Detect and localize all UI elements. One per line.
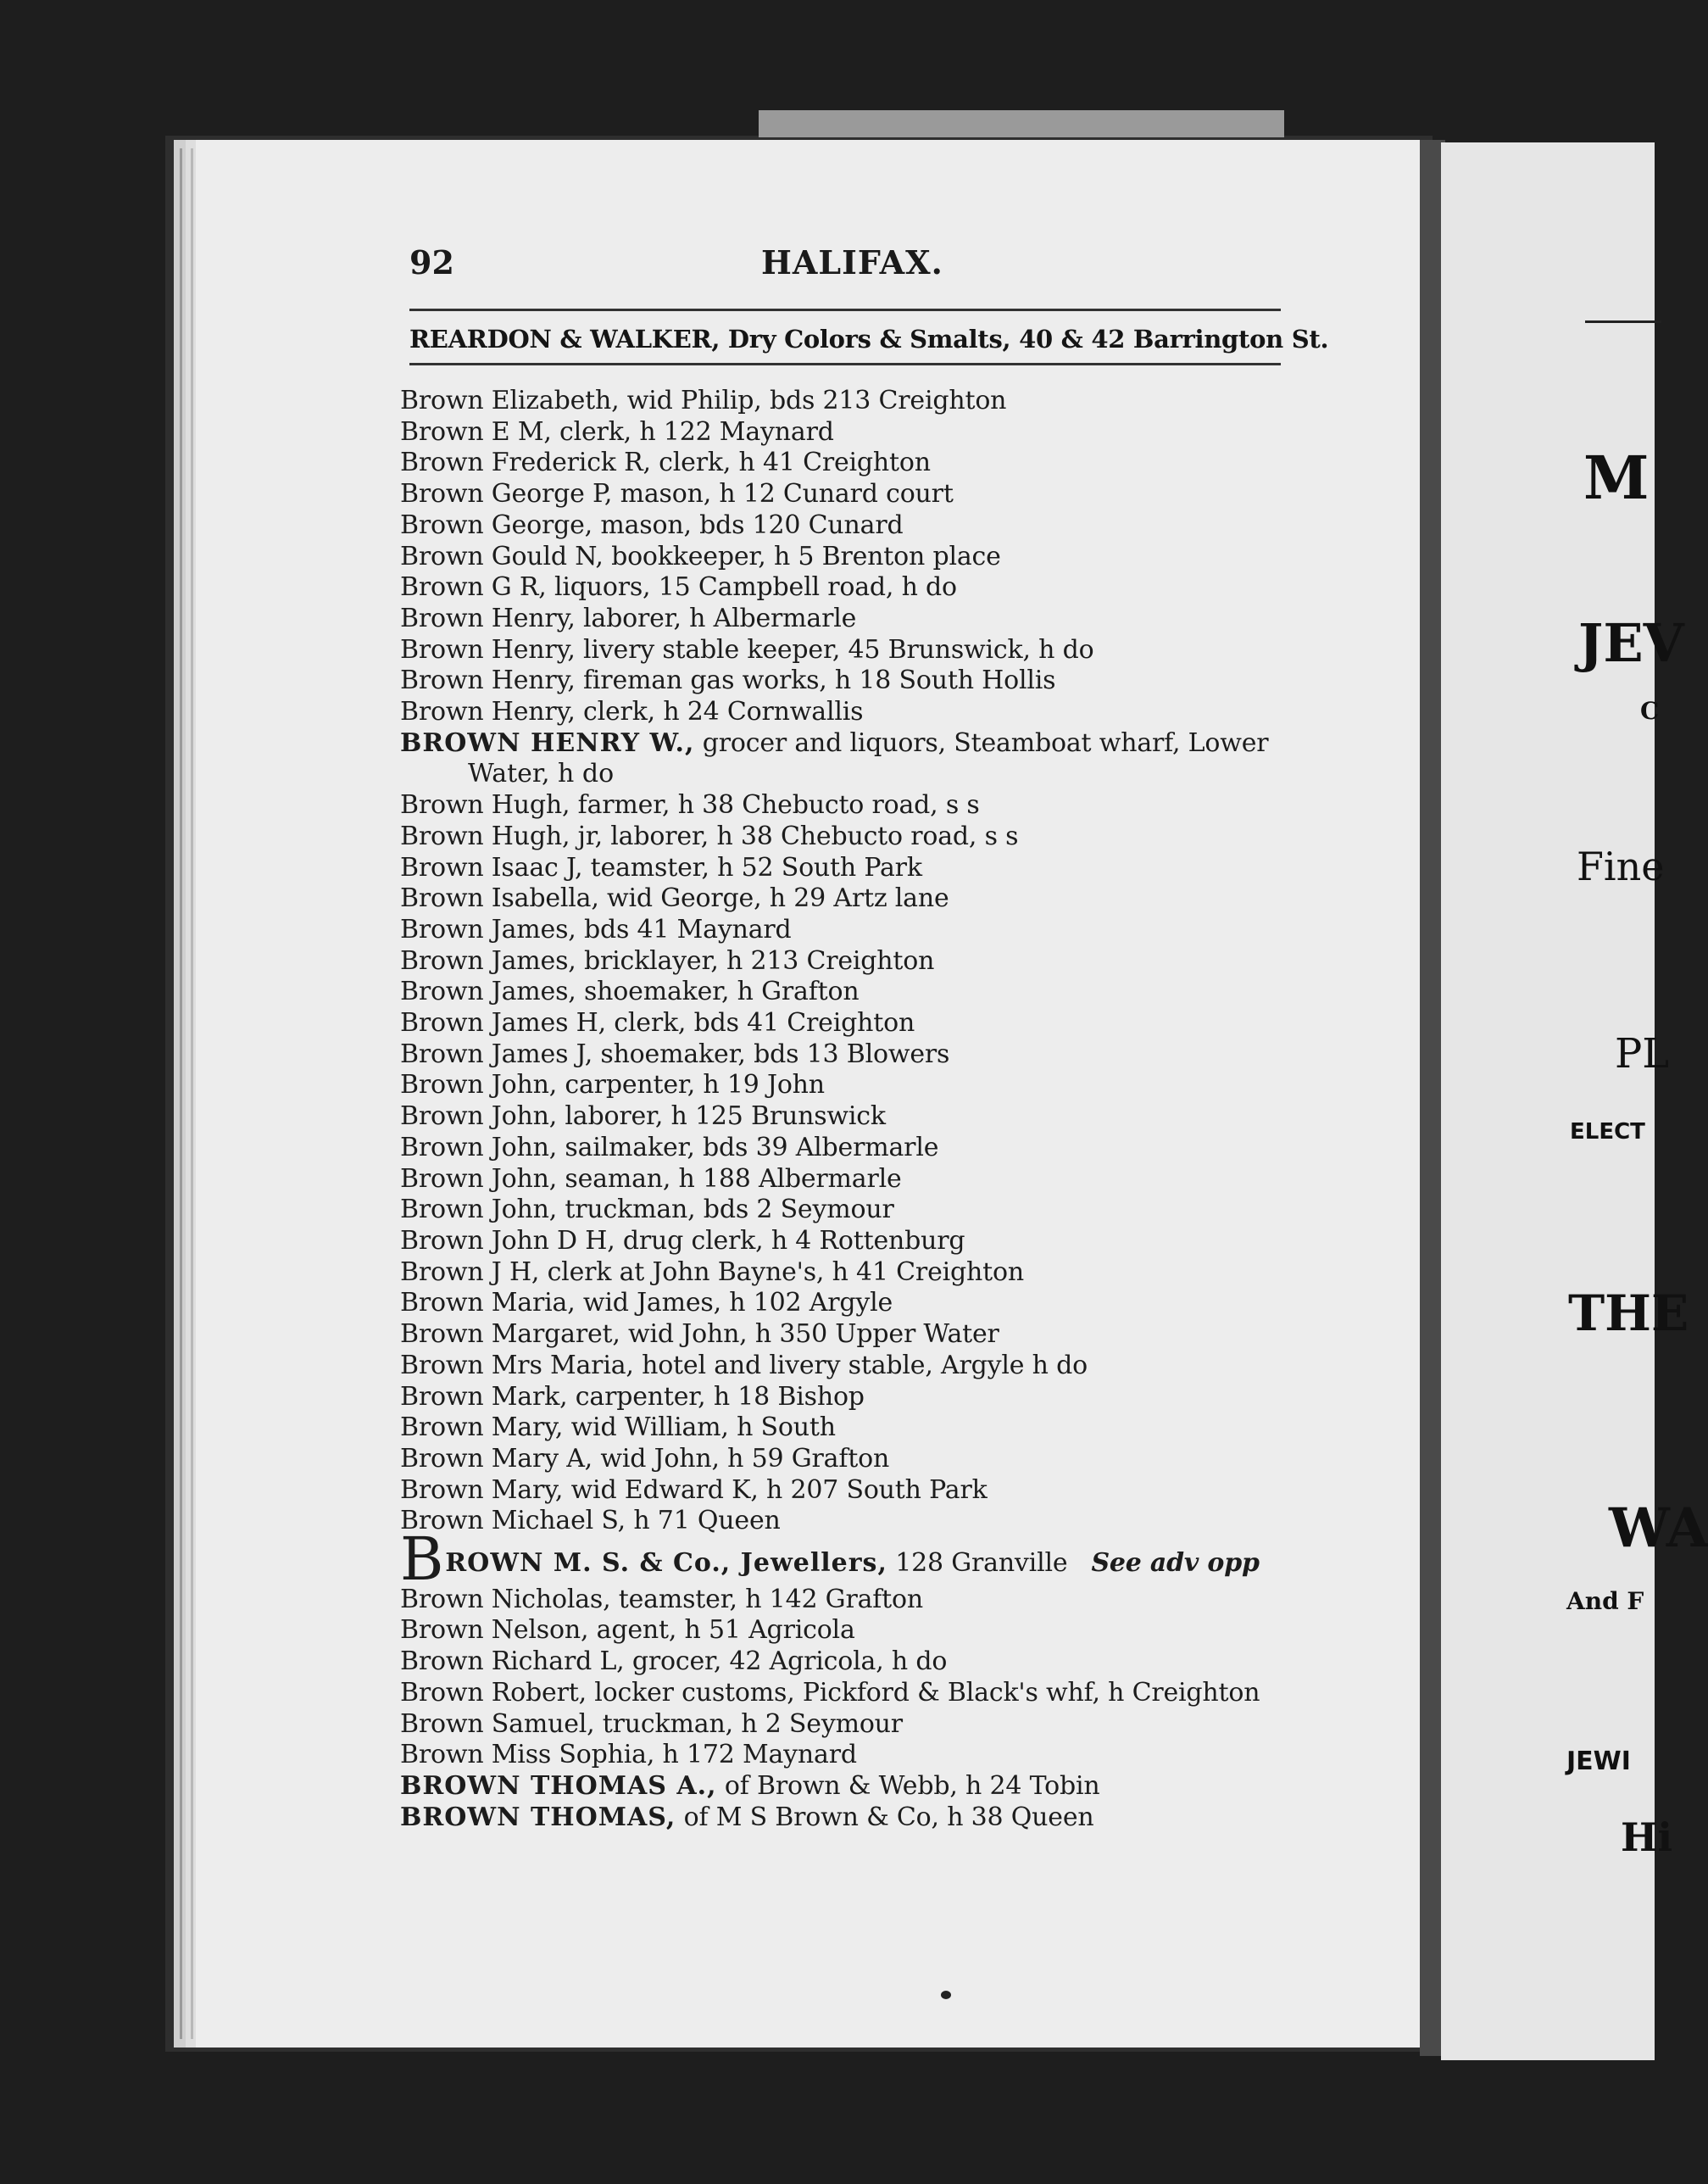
directory-entry: Brown Mary A, wid John, h 59 Grafton (400, 1443, 890, 1474)
directory-entry: Brown John, laborer, h 125 Brunswick (400, 1101, 886, 1132)
directory-entries (400, 386, 1307, 1833)
entry-name: BROWN HENRY W., (400, 727, 695, 758)
directory-entry: Brown Robert, locker customs, Pickford & Black's whf, h Creighton (400, 1677, 1260, 1708)
right-page-rule (1585, 320, 1661, 323)
directory-entry: Brown Miss Sophia, h 172 Maynard (400, 1740, 857, 1770)
directory-entry: Brown John, truckman, bds 2 Seymour (400, 1195, 894, 1225)
directory-entry: Brown James, shoemaker, h Grafton (400, 977, 860, 1007)
right-page-fragment: Fine (1577, 844, 1665, 889)
directory-entry: Brown E M, clerk, h 122 Maynard (400, 416, 834, 447)
page-tab (759, 110, 1284, 137)
directory-entry: Brown George P, mason, h 12 Cunard court (400, 479, 954, 510)
page-number: 92 (409, 243, 454, 281)
directory-entry: Brown Henry, fireman gas works, h 18 South Hollis (400, 666, 1056, 696)
right-page-fragment: C (1640, 697, 1660, 725)
directory-entry: Brown James H, clerk, bds 41 Creighton (400, 1008, 915, 1039)
directory-entry: Brown George, mason, bds 120 Cunard (400, 510, 904, 540)
entry-continuation: Water, h do (468, 759, 615, 789)
directory-entry: Brown Hugh, farmer, h 38 Chebucto road, s s (400, 790, 980, 821)
right-page-fragment: JEV (1578, 612, 1684, 674)
directory-entry: Brown Frederick R, clerk, h 41 Creighton (400, 448, 931, 478)
bottom-rule (409, 363, 1281, 365)
directory-entry: Brown Richard L, grocer, 42 Agricola, h do (400, 1646, 948, 1677)
directory-entry: Brown Mrs Maria, hotel and livery stable, Argyle h do (400, 1350, 1088, 1380)
right-page-fragment: And F (1566, 1587, 1644, 1615)
right-page-fragment: Hi (1621, 1814, 1672, 1860)
directory-entry: Brown Nelson, agent, h 51 Agricola (400, 1615, 855, 1646)
entry-name: ROWN M. S. & Co., Jewellers, (445, 1548, 887, 1579)
directory-entry-bold (400, 1802, 1307, 1834)
directory-entry: Brown Margaret, wid John, h 350 Upper Water (400, 1319, 999, 1350)
directory-entry-bold (400, 1771, 1307, 1802)
directory-entry-bold (400, 728, 1307, 760)
ink-dot (941, 1991, 951, 1999)
directory-entry: Brown John, carpenter, h 19 John (400, 1070, 825, 1100)
right-page-fragment: ELECT (1570, 1119, 1645, 1145)
directory-entry: Brown Mary, wid Edward K, h 207 South Park (400, 1474, 988, 1505)
directory-entry: Brown Elizabeth, wid Philip, bds 213 Creighton (400, 386, 1007, 415)
advert-line: REARDON & WALKER, Dry Colors & Smalts, 40 & 42 Barrington St. (409, 325, 1329, 354)
directory-entry: Brown Mary, wid William, h South (400, 1412, 836, 1443)
entry-name: BROWN THOMAS, (400, 1802, 676, 1832)
directory-entry: Brown John, sailmaker, bds 39 Albermarle (400, 1132, 939, 1162)
directory-entry: Brown James, bds 41 Maynard (400, 914, 792, 944)
directory-entry: Brown James J, shoemaker, bds 13 Blowers (400, 1039, 950, 1069)
advert-reference: See adv opp (1091, 1548, 1260, 1579)
directory-entry: Brown Nicholas, teamster, h 142 Grafton (400, 1584, 924, 1614)
directory-entry: Brown Mark, carpenter, h 18 Bishop (400, 1381, 865, 1412)
right-page-fragment: PL (1615, 1030, 1670, 1078)
right-page-fragment: M (1583, 443, 1648, 513)
directory-entry: Brown Maria, wid James, h 102 Argyle (400, 1288, 893, 1318)
directory-entry: Brown Henry, livery stable keeper, 45 Brunswick, h do (400, 634, 1094, 665)
drop-cap: B (400, 1524, 444, 1595)
entry-details: 128 Granville (887, 1548, 1068, 1579)
directory-entry: Brown Hugh, jr, laborer, h 38 Chebucto road, s s (400, 821, 1019, 851)
directory-entry: Brown G R, liquors, 15 Campbell road, h do (400, 572, 957, 603)
directory-entry: Brown J H, clerk at John Bayne's, h 41 Creighton (400, 1256, 1024, 1287)
directory-entry: Brown John, seaman, h 188 Albermarle (400, 1163, 902, 1194)
directory-entry: Brown Michael S, h 71 Queen (400, 1506, 781, 1536)
directory-entry: Brown Isaac J, teamster, h 52 South Park (400, 852, 922, 883)
directory-entry: Brown Isabella, wid George, h 29 Artz lane (400, 883, 949, 914)
directory-entry: Brown Samuel, truckman, h 2 Seymour (400, 1708, 903, 1739)
entry-details: grocer and liquors, Steamboat wharf, Lower (694, 727, 1269, 758)
directory-entry: Brown Henry, laborer, h Albermarle (400, 603, 857, 633)
directory-entry: Brown John D H, drug clerk, h 4 Rottenburg (400, 1225, 965, 1256)
entry-name: BROWN THOMAS A., (400, 1770, 717, 1801)
top-rule (409, 309, 1281, 311)
right-page-fragment: JEWI (1566, 1747, 1631, 1776)
right-page-fragment: THE (1568, 1284, 1689, 1342)
directory-entry-bold (400, 1524, 1307, 1595)
entry-details: of Brown & Webb, h 24 Tobin (716, 1770, 1100, 1801)
running-head: HALIFAX. (761, 243, 943, 281)
directory-entry: Brown Gould N, bookkeeper, h 5 Brenton place (400, 541, 1001, 571)
page-edges (180, 148, 193, 2039)
right-page-fragment: WA (1609, 1496, 1708, 1560)
entry-details: of M S Brown & Co, h 38 Queen (676, 1802, 1094, 1832)
directory-entry: Brown Henry, clerk, h 24 Cornwallis (400, 697, 864, 727)
directory-entry: Brown James, bricklayer, h 213 Creighton (400, 945, 935, 976)
